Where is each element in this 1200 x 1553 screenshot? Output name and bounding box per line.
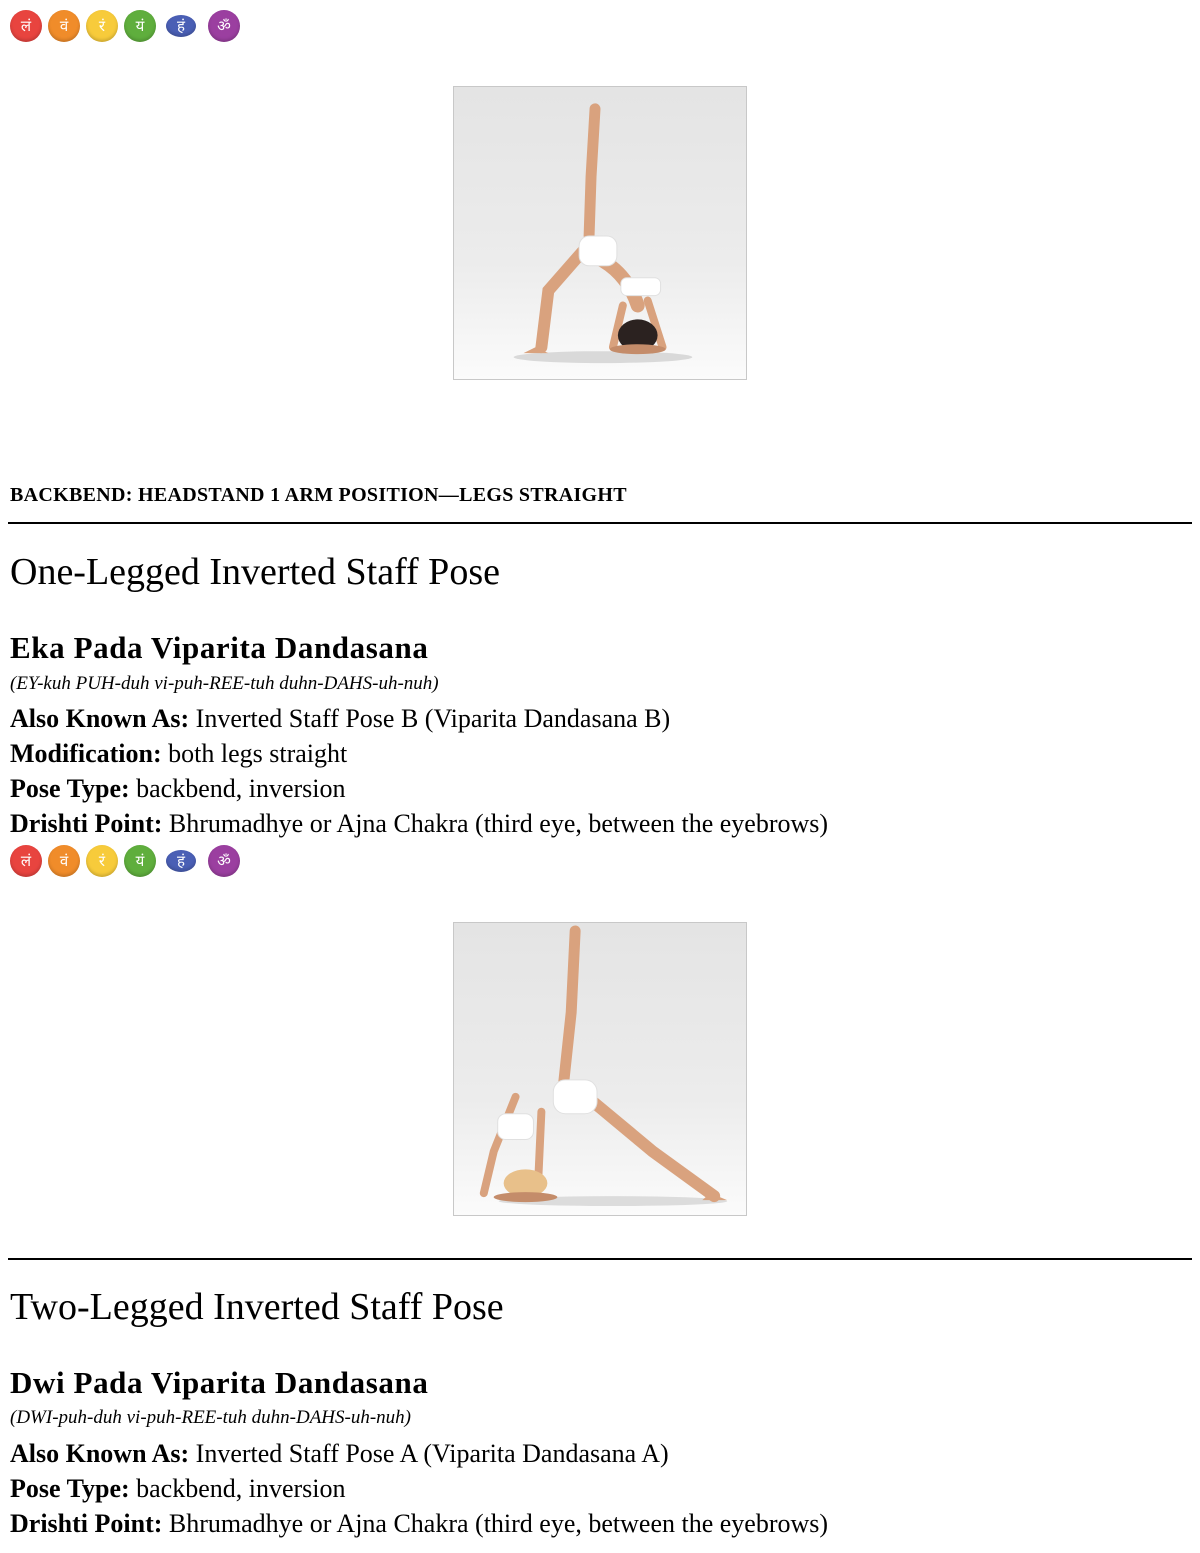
pose2-pronunciation: (DWI-puh-duh vi-puh-REE-tuh duhn-DAHS-uh-nuh) [10, 1407, 412, 1428]
category-heading: BACKBEND: HEADSTAND 1 ARM POSITION—LEGS STRAIGHT [10, 484, 627, 506]
heart-chakra-icon: यं [124, 10, 156, 42]
field-label: Drishti Point: [10, 809, 163, 838]
field-label: Pose Type: [10, 1474, 130, 1503]
pose1-sanskrit-name: Eka Pada Viparita Dandasana [10, 630, 429, 665]
heart-chakra-icon: यं [124, 845, 156, 877]
pose2-english-name: Two-Legged Inverted Staff Pose [10, 1286, 504, 1328]
third-eye-chakra-icon: ॐ [208, 10, 240, 42]
pose1-pronunciation: (EY-kuh PUH-duh vi-puh-REE-tuh duhn-DAHS-uh-nuh) [10, 673, 439, 694]
field-value: Inverted Staff Pose A (Viparita Dandasana A) [195, 1439, 669, 1468]
sacral-chakra-icon: वं [48, 845, 80, 877]
field-label: Also Known As: [10, 704, 190, 733]
root-chakra-icon: लं [10, 845, 42, 877]
section-divider [8, 522, 1192, 524]
pose-photo-two-legged-variant [453, 922, 747, 1216]
field-label: Pose Type: [10, 774, 130, 803]
field-value: Bhrumadhye or Ajna Chakra (third eye, between the eyebrows) [168, 809, 829, 838]
yoga-pose-illustration [454, 923, 746, 1215]
pose1-modification [10, 739, 347, 769]
pose-photo-one-legged [453, 86, 747, 380]
pose2-pose-type [10, 1474, 346, 1504]
pose1-drishti-point [10, 809, 828, 839]
field-value: both legs straight [168, 739, 348, 768]
chakra-icon-row-top [10, 10, 240, 42]
root-chakra-icon: लं [10, 10, 42, 42]
sacral-chakra-icon: वं [48, 10, 80, 42]
throat-chakra-icon: हं [166, 850, 196, 872]
solar-plexus-chakra-icon: रं [86, 845, 118, 877]
pose1-pose-type [10, 774, 346, 804]
pose2-also-known-as [10, 1439, 669, 1469]
solar-plexus-chakra-icon: रं [86, 10, 118, 42]
field-label: Modification: [10, 739, 162, 768]
yoga-pose-illustration [454, 87, 746, 379]
field-value: Inverted Staff Pose B (Viparita Dandasana B) [195, 704, 671, 733]
chakra-icon-row-pose1 [10, 845, 240, 877]
field-value: backbend, inversion [136, 1474, 346, 1503]
section-divider [8, 1258, 1192, 1260]
field-label: Also Known As: [10, 1439, 190, 1468]
third-eye-chakra-icon: ॐ [208, 845, 240, 877]
field-value: Bhrumadhye or Ajna Chakra (third eye, between the eyebrows) [168, 1509, 829, 1538]
pose1-also-known-as [10, 704, 670, 734]
throat-chakra-icon: हं [166, 15, 196, 37]
pose2-sanskrit-name: Dwi Pada Viparita Dandasana [10, 1365, 429, 1400]
field-value: backbend, inversion [136, 774, 346, 803]
pose1-english-name: One-Legged Inverted Staff Pose [10, 551, 500, 593]
pose2-drishti-point [10, 1509, 828, 1539]
field-label: Drishti Point: [10, 1509, 163, 1538]
